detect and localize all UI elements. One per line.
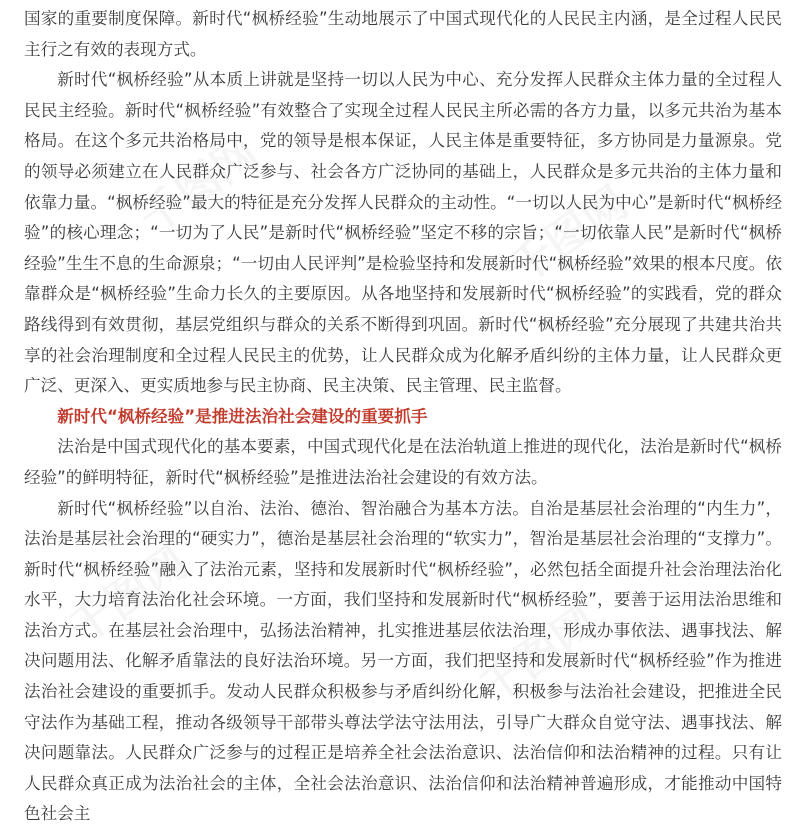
article-body [24,4,782,830]
paragraph: 法治是中国式现代化的基本要素，中国式现代化是在法治轨道上推进的现代化，法治是新时代“枫桥经验”的鲜明特征，新时代“枫桥经验”是推进法治社会建设的有效方法。 [24,432,782,493]
watermark: 千图网 [494,168,639,296]
section-heading: 新时代“枫桥经验”是推进法治社会建设的重要抓手 [24,402,782,433]
watermark: 千图网 [54,528,199,656]
paragraph: 新时代“枫桥经验”从本质上讲就是坚持一切以人民为中心、充分发挥人民群众主体力量的全过程人民民主经验。新时代“枫桥经验”有效整合了实现全过程人民民主所必需的各方力量，以多元共治为基本格局。在这个多元共治格局中，党的领导是根本保证，人民主体是重要特征，多方协同是力量源泉。党的领导必须建立在人民群众广泛参与、社会各方广泛协同的基础上，人民群众是多元共治的主体力量和依靠力量。“枫桥经验”最大的特征是充分发挥人民群众的主动性。“一切以人民为中心”是新时代“枫桥经验”的核心理念；“一切为了人民”是新时代“枫桥经验”坚定不移的宗旨；“一切依靠人民”是新时代“枫桥经验”生生不息的生命源泉；“一切由人民评判”是检验坚持和发展新时代“枫桥经验”效果的根本尺度。依靠群众是“枫桥经验”生命力长久的主要原因。从各地坚持和发展新时代“枫桥经验”的实践看，党的群众路线得到有效贯彻，基层党组织与群众的关系不断得到巩固。新时代“枫桥经验”充分展现了共建共治共享的社会治理制度和全过程人民民主的优势，让人民群众成为化解矛盾纠纷的主体力量，让人民群众更广泛、更深入、更实质地参与民主协商、民主决策、民主管理、民主监督。 [24,65,782,402]
paragraph: 新时代“枫桥经验”以自治、法治、德治、智治融合为基本方法。自治是基层社会治理的“内生力”，法治是基层社会治理的“硬实力”，德治是基层社会治理的“软实力”，智治是基层社会治理的“支撑力”。新时代“枫桥经验”融入了法治元素，坚持和发展新时代“枫桥经验”，必然包括全面提升社会治理法治化水平，大力培育法治化社会环境。一方面，我们坚持和发展新时代“枫桥经验”，要善于运用法治思维和法治方式。在基层社会治理中，弘扬法治精神，扎实推进基层依法治理，形成办事依法、遇事找法、解决问题用法、化解矛盾靠法的良好法治环境。另一方面，我们把坚持和发展新时代“枫桥经验”作为推进法治社会建设的重要抓手。发动人民群众积极参与矛盾纠纷化解，积极参与法治社会建设，把推进全民守法作为基础工程，推动各级领导干部带头尊法学法守法用法，引导广大群众自觉守法、遇事找法、解决问题靠法。人民群众广泛参与的过程正是培养全社会法治意识、法治信仰和法治精神的过程。只有让人民群众真正成为法治社会的主体，全社会法治意识、法治信仰和法治精神普遍形成，才能推动中国特色社会主 [24,494,782,830]
watermark: 千图网 [124,118,269,246]
watermark: 千图网 [464,588,609,716]
paragraph-continuation: 国家的重要制度保障。新时代“枫桥经验”生动地展示了中国式现代化的人民民主内涵，是全过程人民民主行之有效的表现方式。 [24,4,782,65]
